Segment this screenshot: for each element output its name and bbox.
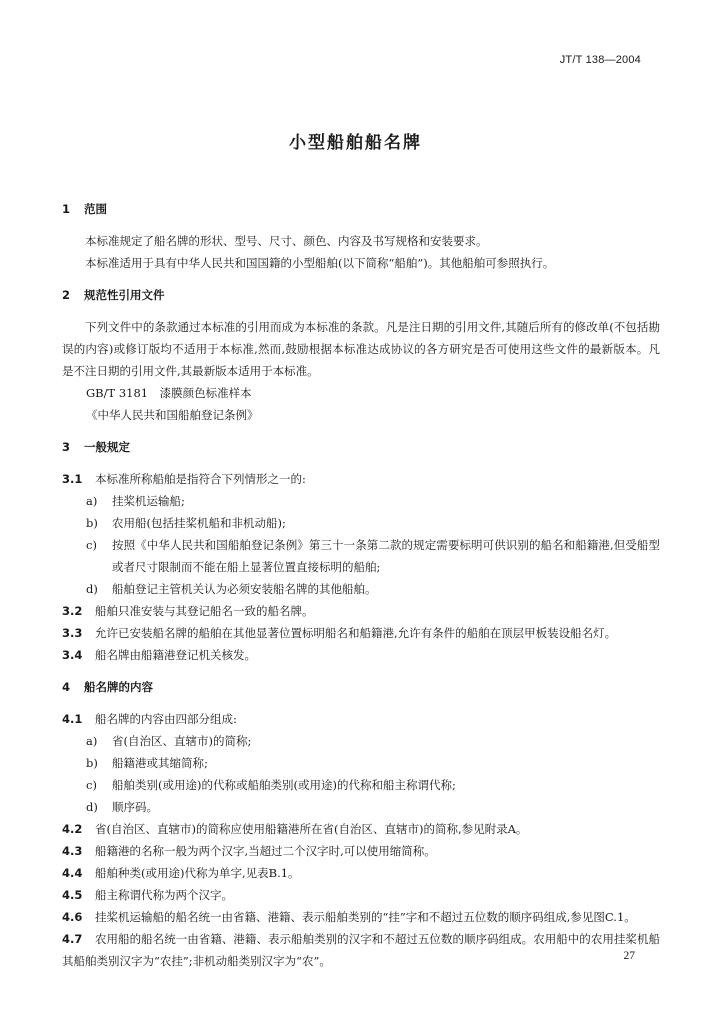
clause-4-3: 4.3 船籍港的名称一般为两个汉字,当超过二个汉字时,可以使用缩简称。	[62, 844, 436, 858]
section-1-para-1: 本标准规定了船名牌的形状、型号、尺寸、颜色、内容及书写规格和安装要求。	[85, 234, 488, 248]
clause-4-5: 4.5 船主称谓代称为两个汉字。	[62, 888, 233, 902]
section-4-title: 船名牌的内容	[84, 680, 153, 694]
list-item: d) 船舶登记主管机关认为必须安装船名牌的其他船舶。	[86, 582, 377, 596]
clause-4-6: 4.6 挂桨机运输船的船名统一由省籍、港籍、表示船舶类别的“挂”字和不超过五位数的顺序码组成,参见图C.1。	[62, 910, 636, 924]
list-item: c) 按照《中华人民共和国船舶登记条例》第三十一条第二款的规定需要标明可供识别的船名和船籍港,但受船型或者尺寸限制而不能在船上显著位置直接标明的船舶;	[86, 538, 660, 574]
section-2-title: 规范性引用文件	[84, 288, 165, 302]
list-item: b) 农用船(包括挂桨机船和非机动船);	[86, 516, 286, 530]
clause-3-3: 3.3 允许已安装船名牌的船舶在其他显著位置标明船名和船籍港,允许有条件的船舶在顶层甲板装设船名灯。	[62, 626, 617, 640]
clause-4-7: 4.7 农用船的船名统一由省籍、港籍、表示船舶类别的汉字和不超过五位数的顺序码组成。农用船中的农用挂桨机船其船舶类别汉字为“农挂”;非机动船类别汉字为“农”。	[62, 932, 660, 968]
list-item: a) 挂桨机运输船;	[86, 494, 185, 508]
list-item: a) 省(自治区、直辖市)的简称;	[86, 734, 252, 748]
clause-4-2: 4.2 省(自治区、直辖市)的简称应使用船籍港所在省(自治区、直辖市)的简称,参见附录A。	[62, 822, 528, 836]
clause-3-4: 3.4 船名牌由船籍港登记机关核发。	[62, 648, 256, 662]
clause-3-1: 3.1 本标准所称船舶是指符合下列情形之一的:	[62, 472, 306, 486]
list-item: d) 顺序码。	[86, 800, 158, 814]
section-1-heading: 1 范围	[62, 202, 107, 216]
section-2-heading: 2 规范性引用文件	[62, 288, 165, 302]
section-4-heading: 4 船名牌的内容	[62, 680, 153, 694]
clause-4-1: 4.1 船名牌的内容由四部分组成:	[62, 712, 237, 726]
document-body	[62, 198, 660, 972]
clause-3-2: 3.2 船舶只准安装与其登记船名一致的船名牌。	[62, 604, 314, 618]
section-1-para-2: 本标准适用于具有中华人民共和国国籍的小型船舶(以下简称“船舶”)。其他船舶可参照执行。	[85, 256, 555, 270]
document-title: 小型船舶船名牌	[289, 133, 422, 153]
section-1-title: 范围	[84, 202, 107, 216]
list-item: b) 船籍港或其缩简称;	[86, 756, 208, 770]
standard-code: JT/T 138—2004	[559, 54, 641, 66]
page-number: 27	[623, 950, 635, 962]
list-item: c) 船舶类别(或用途)的代称或船舶类别(或用途)的代称和船主称谓代称;	[86, 778, 456, 792]
reference-2: 《中华人民共和国船舶登记条例》	[86, 408, 259, 422]
clause-4-4: 4.4 船舶种类(或用途)代称为单字,见表B.1。	[62, 866, 300, 880]
section-2-para: 下列文件中的条款通过本标准的引用而成为本标准的条款。凡是注日期的引用文件,其随后所有的修改单(不包括勘误的内容)或修订版均不适用于本标准,然而,鼓励根据本标准达成协议的各方研究是否可使用这些文件的最新版本。凡是不注日期的引用文件,其最新版本适用于本标准。	[62, 320, 660, 378]
reference-1: GB/T 3181 漆膜颜色标准样本	[86, 386, 252, 400]
section-3-heading: 3 一般规定	[62, 440, 130, 454]
section-3-title: 一般规定	[84, 440, 130, 454]
